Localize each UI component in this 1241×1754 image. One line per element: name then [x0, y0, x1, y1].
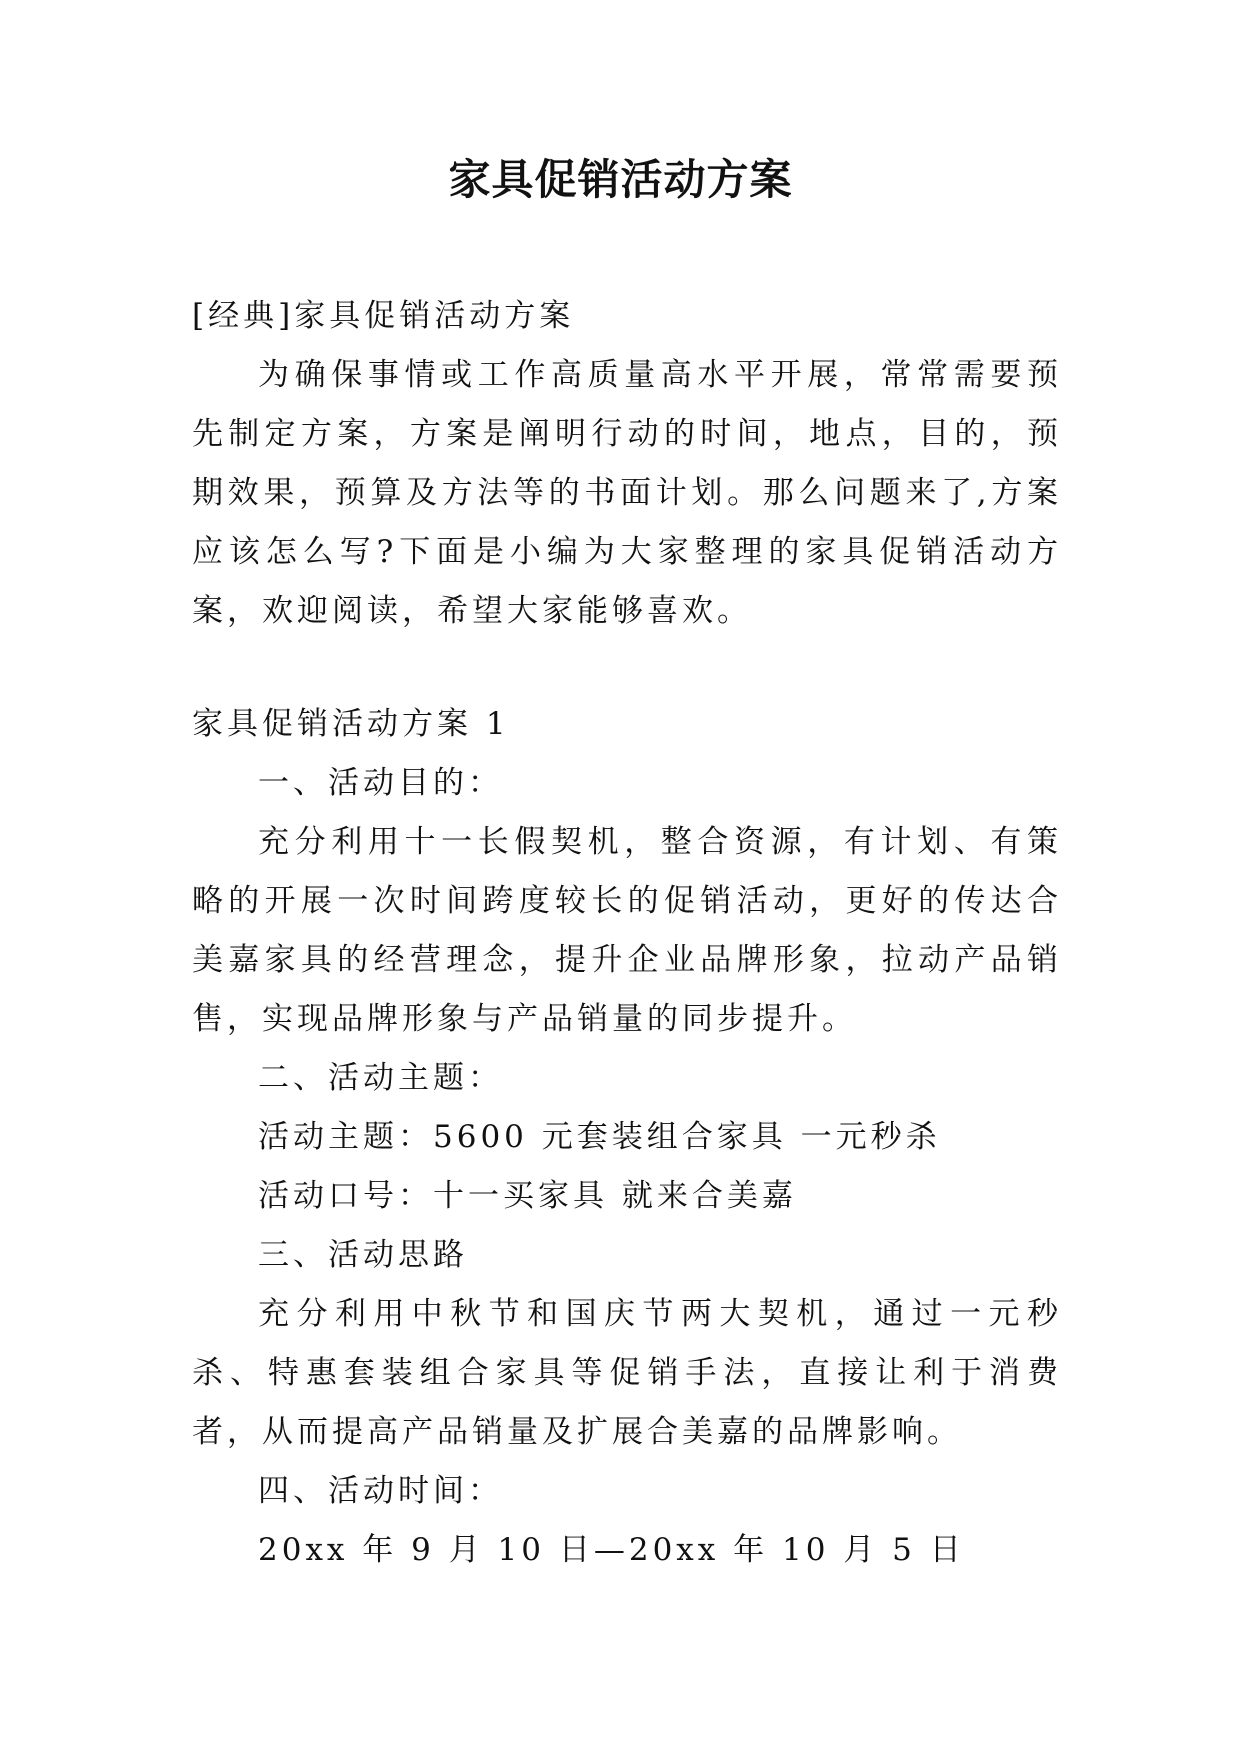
section-block	[192, 695, 1062, 1580]
heading-idea: 三、活动思路	[258, 1237, 468, 1273]
document-title: 家具促销活动方案	[448, 155, 793, 204]
paragraph-idea: 充分利用中秋节和国庆节两大契机，通过一元秒杀、特惠套装组合家具等促销手法，直接让利于消费者，从而提高产品销量及扩展合美嘉的品牌影响。	[192, 1296, 1062, 1450]
heading-theme: 二、活动主题：	[258, 1060, 503, 1096]
intro-block	[192, 287, 1062, 641]
heading-purpose: 一、活动目的：	[258, 765, 503, 801]
heading-time: 四、活动时间：	[258, 1473, 503, 1509]
paragraph-time: 20xx 年 9 月 10 日—20xx 年 10 月 5 日	[258, 1532, 965, 1568]
paragraph-purpose: 充分利用十一长假契机，整合资源，有计划、有策略的开展一次时间跨度较长的促销活动，更好的传达合美嘉家具的经营理念，提升企业品牌形象，拉动产品销售，实现品牌形象与产品销量的同步提升。	[192, 824, 1062, 1037]
section-title: 家具促销活动方案 1	[192, 706, 510, 742]
document-subtitle: [经典]家具促销活动方案	[192, 298, 575, 334]
intro-paragraph: 为确保事情或工作高质量高水平开展，常常需要预先制定方案，方案是阐明行动的时间，地点，目的，预期效果，预算及方法等的书面计划。那么问题来了,方案应该怎么写?下面是小编为大家整理的家具促销活动方案，欢迎阅读，希望大家能够喜欢。	[192, 357, 1062, 629]
paragraph-slogan: 活动口号：十一买家具 就来合美嘉	[258, 1178, 797, 1214]
paragraph-theme: 活动主题：5600 元套装组合家具 一元秒杀	[258, 1119, 941, 1155]
